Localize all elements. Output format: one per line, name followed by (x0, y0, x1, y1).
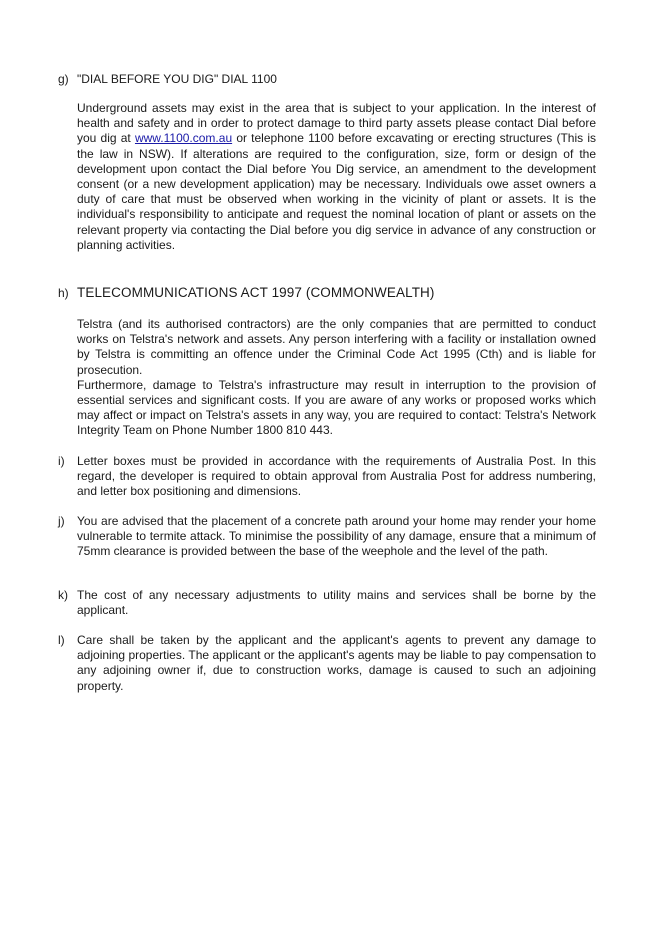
condition-body: Care shall be taken by the applicant and the applicant's agents to prevent any damage to adjoining properties. The applicant or the applicant's agents may be liable to pay compensation to any adjoining owner if, due to construction works, damage is caused to such an adjoining property. (77, 633, 596, 693)
item-letter: l) (58, 633, 65, 647)
item-letter: h) (58, 286, 69, 300)
condition-body: Letter boxes must be provided in accordance with the requirements of Australia Post. In this regard, the developer is required to obtain approval from Australia Post for address numbering, and letter box positioning and dimensions. (77, 454, 596, 499)
item-letter: k) (58, 588, 68, 602)
condition-body: The cost of any necessary adjustments to utility mains and services shall be borne by the applicant. (77, 588, 596, 618)
item-letter: i) (58, 454, 65, 468)
condition-body (77, 101, 596, 253)
paragraph: Telstra (and its authorised contractors) are the only companies that are permitted to conduct works on Telstra's network and assets. Any person interfering with a facility or installation owned by Telstra is committing an offence under the Criminal Code Act 1995 (Cth) and is liable for prosecution. (77, 317, 596, 377)
dial-before-you-dig-link[interactable]: www.1100.com.au (134, 131, 233, 146)
condition-body (77, 317, 596, 439)
item-letter: j) (58, 514, 65, 528)
item-letter: g) (58, 72, 69, 86)
condition-heading: TELECOMMUNICATIONS ACT 1997 (COMMONWEALTH) (77, 285, 435, 300)
paragraph-text: Underground assets may exist in the area that is subject to your application. In the interest of health and safety and in order to protect damage to third party assets please contact Dial before you dig at (77, 101, 596, 146)
paragraph: Furthermore, damage to Telstra's infrastructure may result in interruption to the provision of essential services and significant costs. If you are aware of any works or proposed works which may affect or impact on Telstra's assets in any way, you are required to contact: Telstra's Network Integrity Team on Phone Number 1800 810 443. (77, 377, 596, 438)
condition-body: You are advised that the placement of a concrete path around your home may render your home vulnerable to termite attack. To minimise the possibility of any damage, ensure that a minimum of 75mm clearance is provided between the base of the weephole and the level of the path. (77, 514, 596, 559)
paragraph-text: or telephone 1100 before excavating or erecting structures (This is the law in NSW). If alterations are required to the configuration, size, form or design of the development upon contact the Dial before You Dig service, an amendment to the development consent (or a new development application) may be necessary. Individuals owe asset owners a duty of care that must be observed when working in the vicinity of plant or assets. It is the individual's responsibility to anticipate and request the nominal location of plant or assets on the relevant property via contacting the Dial before you dig service in advance of any construction or planning activities. (77, 131, 596, 252)
paragraph (77, 101, 596, 253)
condition-heading: "DIAL BEFORE YOU DIG" DIAL 1100 (77, 72, 277, 86)
